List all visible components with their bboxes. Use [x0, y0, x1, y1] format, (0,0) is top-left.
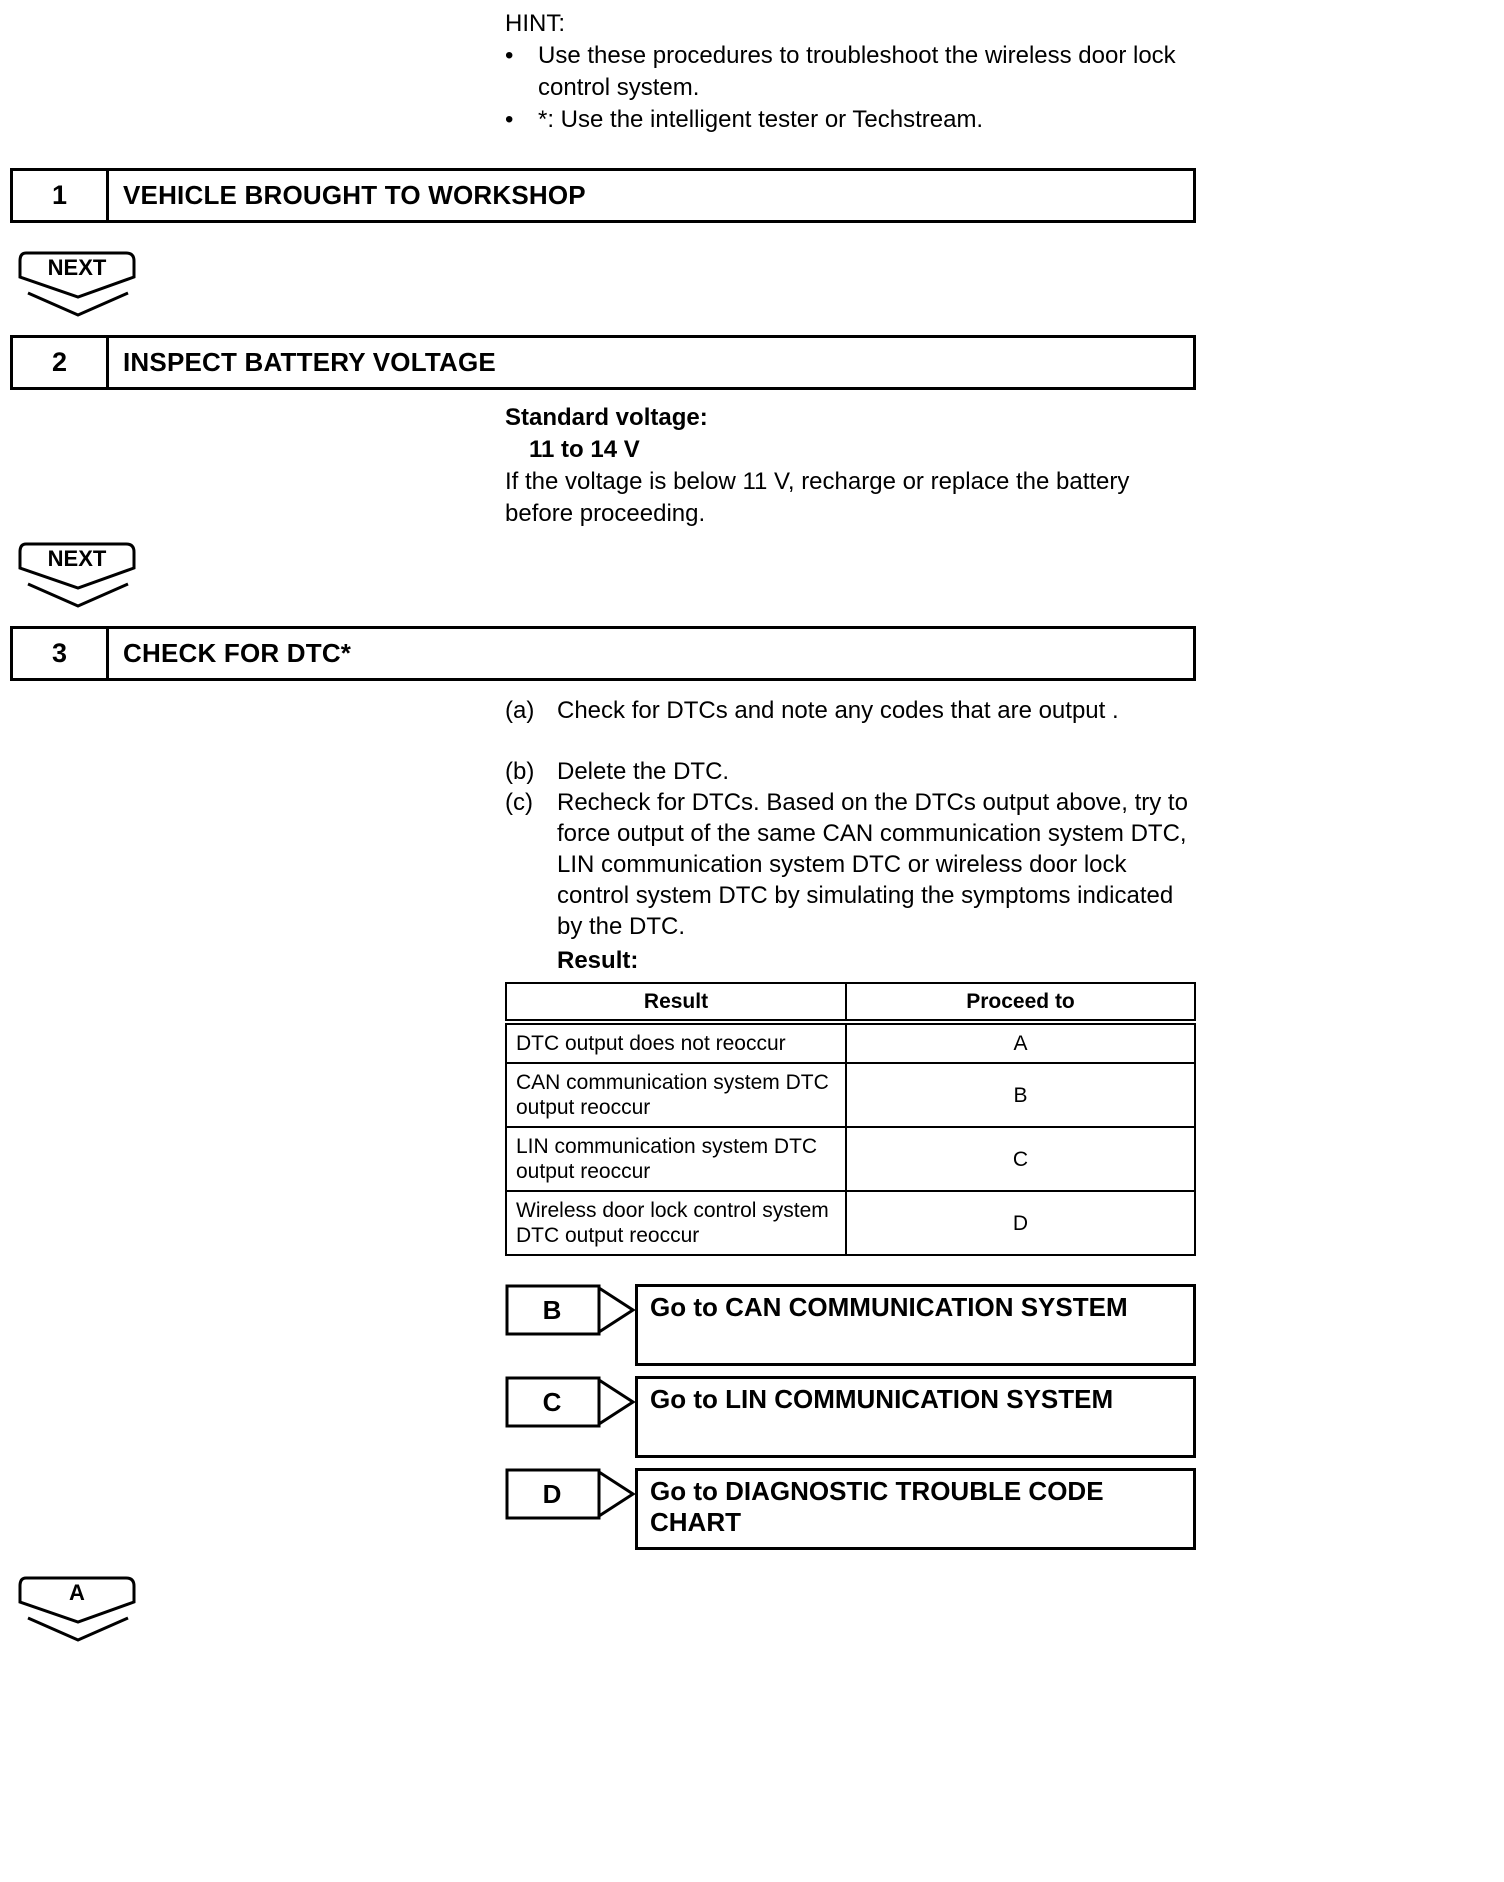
next-connector-icon [16, 542, 142, 610]
table-header-row [506, 983, 1195, 1022]
procedure-item-text: Recheck for DTCs. Based on the DTCs output above, try to force output of the same CAN communication system DTC, LIN communication system DTC or wireless door lock control system DTC by simulating the symptoms indicated by the DTC. [557, 789, 1188, 940]
result-cell: LIN communication system DTC output reoccur [506, 1127, 846, 1191]
branch-arrow-icon [505, 1468, 635, 1520]
end-connector [16, 1576, 1504, 1644]
proceed-cell: B [846, 1063, 1195, 1127]
step-number: 3 [13, 629, 109, 678]
table-row [506, 1127, 1195, 1191]
procedure-item-text: Delete the DTC. [557, 758, 730, 785]
branch-letter: D [542, 1479, 562, 1509]
branch-letter: C [542, 1387, 562, 1417]
next-label: NEXT [47, 255, 107, 280]
branch-arrow-icon [505, 1284, 635, 1336]
step-header-3 [10, 626, 1196, 681]
goto-box: Go to CAN COMMUNICATION SYSTEM [635, 1284, 1196, 1366]
bullet-icon: • [505, 106, 514, 133]
hint-item [505, 104, 1205, 136]
procedure-item [505, 756, 1504, 787]
procedure-item-label: (b) [505, 758, 535, 785]
table-row [506, 1022, 1195, 1063]
battery-note: If the voltage is below 11 V, recharge or replace the battery before proceeding. [505, 468, 1130, 527]
procedure-item-text: Check for DTCs and note any codes that are output . [557, 697, 1119, 724]
proceed-cell: A [846, 1022, 1195, 1063]
standard-voltage-heading: Standard voltage: [505, 404, 708, 431]
table-header-result: Result [506, 983, 846, 1022]
end-connector-label: A [69, 1580, 85, 1605]
next-connector [16, 251, 1504, 319]
result-table [505, 982, 1196, 1256]
hint-text: Use these procedures to troubleshoot the wireless door lock control system. [538, 42, 1176, 101]
hint-section [505, 8, 1205, 136]
proceed-cell: C [846, 1127, 1195, 1191]
procedure-item-label: (c) [505, 789, 533, 816]
procedure-item [505, 787, 1504, 942]
step-number: 2 [13, 338, 109, 387]
result-label: Result: [557, 947, 639, 974]
proceed-cell: D [846, 1191, 1195, 1255]
result-cell: CAN communication system DTC output reoccur [506, 1063, 846, 1127]
step-header-2 [10, 335, 1196, 390]
step-title: CHECK FOR DTC* [123, 638, 352, 668]
branch-arrow-icon [505, 1376, 635, 1428]
goto-box: Go to DIAGNOSTIC TROUBLE CODE CHART [635, 1468, 1196, 1550]
hint-label: HINT: [505, 10, 565, 37]
branch-b [505, 1284, 1504, 1366]
battery-check-details [505, 402, 1205, 530]
end-connector-icon [16, 1576, 142, 1644]
procedure-item-label: (a) [505, 697, 535, 724]
branch-c [505, 1376, 1504, 1458]
next-connector [16, 542, 1504, 610]
goto-box: Go to LIN COMMUNICATION SYSTEM [635, 1376, 1196, 1458]
table-row [506, 1191, 1195, 1255]
result-cell: Wireless door lock control system DTC output reoccur [506, 1191, 846, 1255]
step-title: INSPECT BATTERY VOLTAGE [123, 347, 496, 377]
procedure-item [505, 695, 1504, 726]
table-header-proceed: Proceed to [846, 983, 1195, 1022]
next-label: NEXT [47, 546, 107, 571]
step-title: VEHICLE BROUGHT TO WORKSHOP [123, 180, 586, 210]
branch-d [505, 1468, 1504, 1550]
standard-voltage-value: 11 to 14 V [529, 436, 640, 463]
hint-text: *: Use the intelligent tester or Techstream. [538, 106, 984, 133]
branch-letter: B [542, 1295, 562, 1325]
result-cell: DTC output does not reoccur [506, 1022, 846, 1063]
next-connector-icon [16, 251, 142, 319]
step-header-1 [10, 168, 1196, 223]
dtc-check-details [505, 695, 1504, 976]
step-number: 1 [13, 171, 109, 220]
bullet-icon: • [505, 42, 514, 69]
table-row [506, 1063, 1195, 1127]
hint-item [505, 40, 1205, 104]
